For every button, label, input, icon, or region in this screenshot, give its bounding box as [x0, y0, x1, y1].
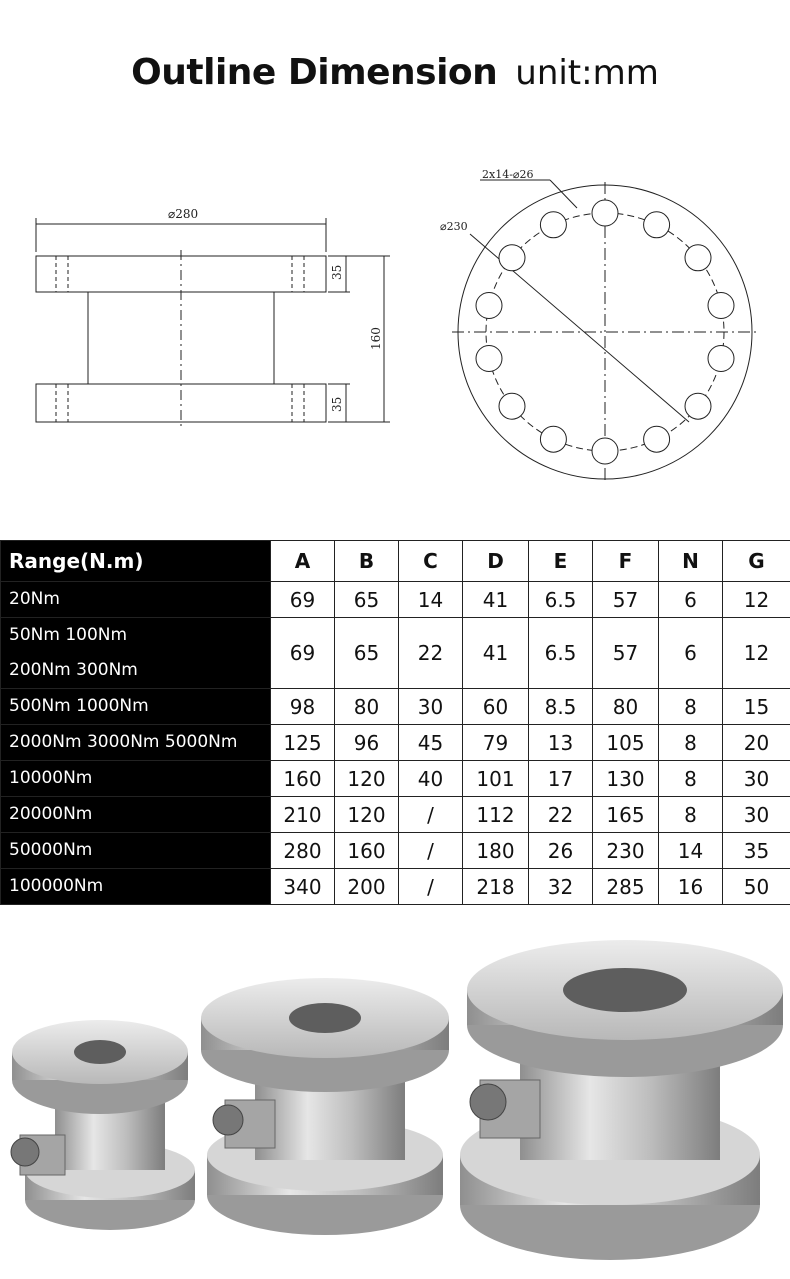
table-row — [1, 833, 790, 869]
value-cell: 8 — [659, 761, 723, 797]
range-line: 20Nm — [9, 589, 60, 609]
value-cell: 8 — [659, 689, 723, 725]
value-cell: 6 — [659, 618, 723, 689]
value-cell: 230 — [593, 833, 659, 869]
value-cell: 50 — [723, 869, 790, 905]
range-cell — [1, 618, 271, 689]
value-cell: 30 — [723, 797, 790, 833]
column-header: N — [659, 541, 723, 582]
value-cell: 120 — [335, 761, 399, 797]
value-cell: 20 — [723, 725, 790, 761]
range-cell — [1, 725, 271, 761]
value-cell: 26 — [529, 833, 593, 869]
range-line: 2000Nm 3000Nm 5000Nm — [9, 732, 238, 752]
bolt-hole-icon — [540, 212, 566, 238]
value-cell: 8 — [659, 797, 723, 833]
value-cell: 14 — [399, 582, 463, 618]
table-row — [1, 725, 790, 761]
value-cell: 15 — [723, 689, 790, 725]
range-cell — [1, 689, 271, 725]
value-cell: 96 — [335, 725, 399, 761]
value-cell: 125 — [271, 725, 335, 761]
bolt-hole-icon — [476, 293, 502, 319]
bolt-hole-icon — [708, 293, 734, 319]
value-cell: 69 — [271, 618, 335, 689]
page-title — [0, 52, 790, 93]
small-sensor — [11, 1020, 195, 1230]
value-cell: 165 — [593, 797, 659, 833]
value-cell: 40 — [399, 761, 463, 797]
table-row — [1, 689, 790, 725]
table-header-row — [1, 541, 790, 582]
table-body — [1, 582, 790, 905]
bolt-hole-icon — [592, 438, 618, 464]
height-dimension-label: 160 — [369, 327, 383, 350]
bolt-hole-icon — [708, 346, 734, 372]
range-line: 500Nm 1000Nm — [9, 696, 149, 716]
value-cell: / — [399, 797, 463, 833]
value-cell: 35 — [723, 833, 790, 869]
torque-sensor-product-photo — [0, 930, 790, 1279]
flange-bottom-dimension-label: 35 — [330, 396, 344, 412]
column-header: B — [335, 541, 399, 582]
large-sensor — [460, 940, 783, 1260]
unit-text: unit:mm — [515, 53, 659, 93]
value-cell: 340 — [271, 869, 335, 905]
range-cell — [1, 797, 271, 833]
value-cell: 98 — [271, 689, 335, 725]
range-line: 200Nm 300Nm — [9, 660, 138, 680]
table-row — [1, 797, 790, 833]
value-cell: 69 — [271, 582, 335, 618]
column-header: F — [593, 541, 659, 582]
range-header: Range(N.m) — [1, 541, 271, 582]
value-cell: 22 — [399, 618, 463, 689]
value-cell: 180 — [463, 833, 529, 869]
bolt-hole-icon — [644, 426, 670, 452]
column-header: A — [271, 541, 335, 582]
value-cell: 41 — [463, 618, 529, 689]
width-dimension-label: ⌀280 — [168, 207, 199, 221]
spec-table — [0, 540, 790, 905]
hole-spec-label: 2x14-⌀26 — [482, 168, 534, 181]
value-cell: 80 — [335, 689, 399, 725]
table-row — [1, 618, 790, 689]
value-cell: 60 — [463, 689, 529, 725]
value-cell: 160 — [335, 833, 399, 869]
bolt-hole-icon — [499, 245, 525, 271]
range-line: 50000Nm — [9, 840, 93, 860]
value-cell: 105 — [593, 725, 659, 761]
bolt-hole-icon — [476, 346, 502, 372]
value-cell: 57 — [593, 618, 659, 689]
value-cell: 210 — [271, 797, 335, 833]
value-cell: 112 — [463, 797, 529, 833]
table-row — [1, 869, 790, 905]
value-cell: 8.5 — [529, 689, 593, 725]
bolt-hole-icon — [592, 200, 618, 226]
value-cell: 30 — [399, 689, 463, 725]
column-header: D — [463, 541, 529, 582]
range-line: 10000Nm — [9, 768, 93, 788]
value-cell: 200 — [335, 869, 399, 905]
value-cell: 12 — [723, 618, 790, 689]
bolt-hole-icon — [685, 393, 711, 419]
column-header: G — [723, 541, 790, 582]
column-header: C — [399, 541, 463, 582]
value-cell: 30 — [723, 761, 790, 797]
value-cell: 45 — [399, 725, 463, 761]
value-cell: 285 — [593, 869, 659, 905]
value-cell: 160 — [271, 761, 335, 797]
flange-top-dimension-label: 35 — [330, 264, 344, 280]
value-cell: / — [399, 869, 463, 905]
value-cell: 130 — [593, 761, 659, 797]
bolt-hole-icon — [685, 245, 711, 271]
value-cell: 280 — [271, 833, 335, 869]
range-cell — [1, 869, 271, 905]
range-line: 50Nm 100Nm — [9, 625, 128, 645]
table-row — [1, 761, 790, 797]
value-cell: 12 — [723, 582, 790, 618]
value-cell: 22 — [529, 797, 593, 833]
range-cell — [1, 582, 271, 618]
value-cell: 65 — [335, 582, 399, 618]
range-cell — [1, 833, 271, 869]
value-cell: 6 — [659, 582, 723, 618]
value-cell: 6.5 — [529, 582, 593, 618]
value-cell: 16 — [659, 869, 723, 905]
medium-sensor — [201, 978, 449, 1235]
bolt-hole-icon — [644, 212, 670, 238]
top-view-drawing — [430, 160, 770, 490]
value-cell: / — [399, 833, 463, 869]
range-line: 100000Nm — [9, 876, 104, 896]
value-cell: 57 — [593, 582, 659, 618]
pcd-label: ⌀230 — [440, 220, 468, 233]
table-row — [1, 582, 790, 618]
bolt-hole-icon — [499, 393, 525, 419]
value-cell: 80 — [593, 689, 659, 725]
value-cell: 14 — [659, 833, 723, 869]
range-cell — [1, 761, 271, 797]
value-cell: 120 — [335, 797, 399, 833]
value-cell: 8 — [659, 725, 723, 761]
range-line: 20000Nm — [9, 804, 93, 824]
side-view-drawing — [20, 180, 410, 440]
value-cell: 13 — [529, 725, 593, 761]
column-header: E — [529, 541, 593, 582]
value-cell: 32 — [529, 869, 593, 905]
value-cell: 218 — [463, 869, 529, 905]
value-cell: 79 — [463, 725, 529, 761]
value-cell: 41 — [463, 582, 529, 618]
title-text: Outline Dimension — [131, 52, 498, 93]
value-cell: 17 — [529, 761, 593, 797]
value-cell: 65 — [335, 618, 399, 689]
bolt-hole-icon — [540, 426, 566, 452]
value-cell: 101 — [463, 761, 529, 797]
value-cell: 6.5 — [529, 618, 593, 689]
